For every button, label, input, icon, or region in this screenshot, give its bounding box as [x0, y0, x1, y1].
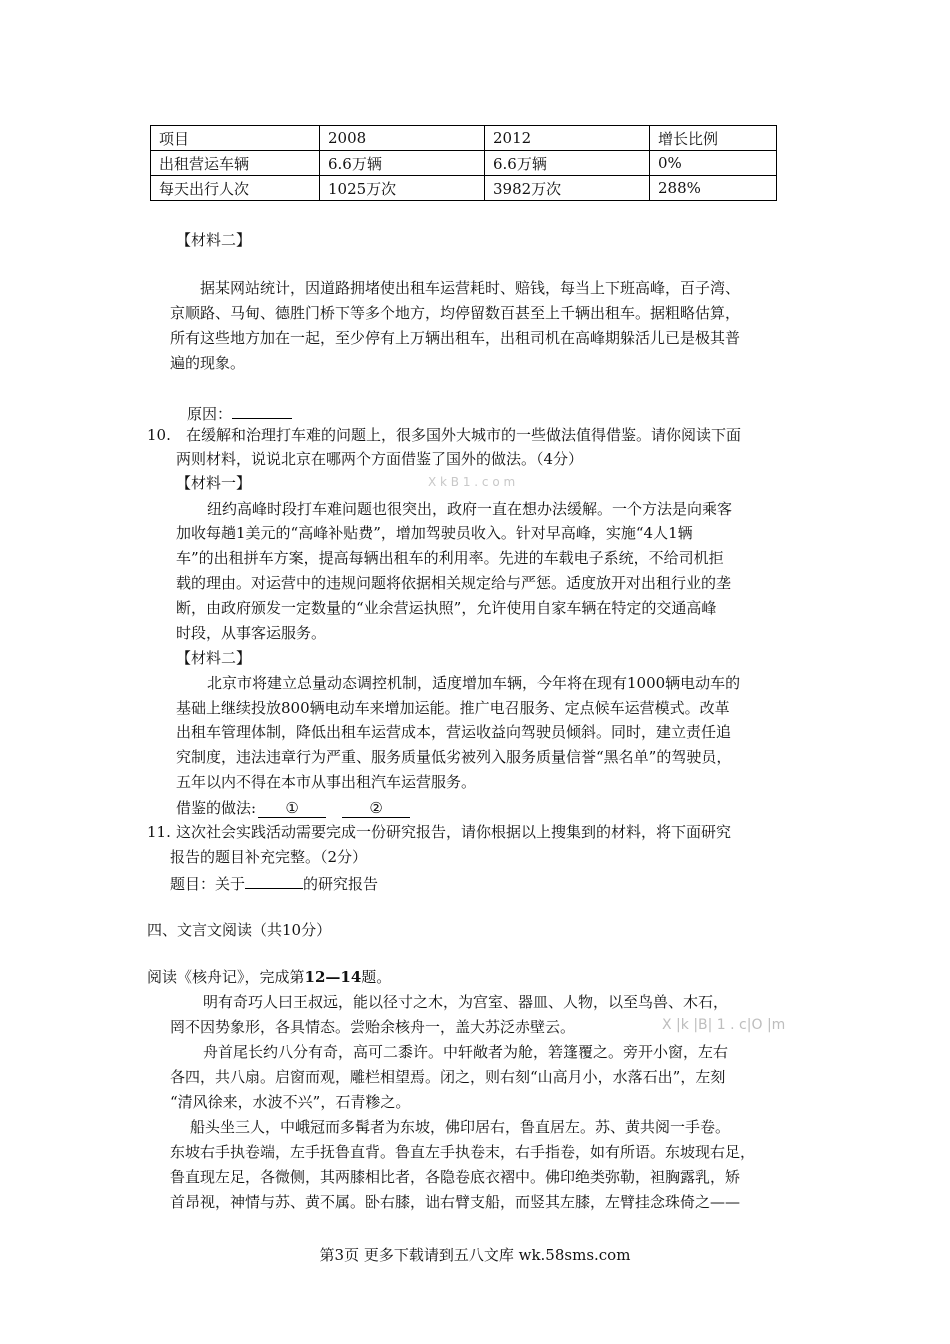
table-row: [151, 176, 777, 201]
material-line: 时段，从事客运服务。: [176, 624, 327, 642]
table-header-cell: 2012: [485, 126, 650, 151]
table-cell: 1025万次: [320, 176, 485, 201]
material-line: 断，由政府颁发一定数量的“业余营运执照”，允许使用自家车辆在特定的交通高峰: [176, 599, 717, 617]
instruction-range: 12—14: [304, 968, 362, 986]
classical-line: 各四，共八扇。启窗而观，雕栏相望焉。闭之，则右刻“山高月小，水落石出”，左刻: [170, 1068, 726, 1086]
classical-line: 鲁直现左足，各微侧，其两膝相比者，各隐卷底衣褶中。佛印绝类弥勒，袒胸露乳，矫: [170, 1168, 741, 1186]
question-line: 这次社会实践活动需要完成一份研究报告，请你根据以上搜集到的材料，将下面研究: [176, 823, 732, 841]
report-title-line: [170, 870, 378, 897]
title-prefix: 题目：关于: [170, 875, 246, 893]
question-number: 10.: [147, 426, 171, 444]
reading-instruction: [147, 965, 391, 990]
table-cell: 每天出行人次: [151, 176, 320, 201]
answer-label: 原因：: [187, 405, 233, 423]
watermark: X |k |B| 1 . c|O |m: [662, 1017, 786, 1033]
title-blank[interactable]: [245, 870, 303, 889]
instruction-text: 题。: [361, 968, 392, 986]
material-line: 车”的出租拼车方案，提高每辆出租车的利用率。先进的车载电子系统，不给司机拒: [176, 549, 724, 567]
classical-line: 东坡右手执卷端，左手抚鲁直背。鲁直左手执卷末，右手指卷，如有所语。东坡现右足，: [170, 1143, 756, 1161]
material-line: 基础上继续投放800辆电动车来增加运能。推广电召服务、定点候车运营模式。改革: [176, 699, 730, 717]
material-line: 所有这些地方加在一起，至少停有上万辆出租车，出租司机在高峰期躲活儿已是极其普: [170, 329, 741, 347]
statistics-table: [150, 125, 777, 201]
classical-line: 明有奇巧人曰王叔远，能以径寸之木，为宫室、器皿、人物，以至鸟兽、木石，: [203, 993, 729, 1011]
answer-label: 借鉴的做法:: [176, 799, 257, 817]
page-footer: 第3页 更多下载请到五八文库 wk.58sms.com: [319, 1246, 631, 1264]
table-header-cell: 项目: [151, 126, 320, 151]
material-line: 京顺路、马甸、德胜门桥下等多个地方，均停留数百甚至上千辆出租车。据粗略估算，: [170, 304, 741, 322]
material-heading: 【材料二】: [176, 231, 252, 249]
table-row: [151, 151, 777, 176]
table-header-cell: 增长比例: [650, 126, 777, 151]
classical-line: 船头坐三人，中峨冠而多髯者为东坡，佛印居右，鲁直居左。苏、黄共阅一手卷。: [190, 1118, 731, 1136]
material-line: 五年以内不得在本市从事出租汽车运营服务。: [176, 773, 477, 791]
table-cell: 6.6万辆: [320, 151, 485, 176]
material-line: 北京市将建立总量动态调控机制，适度增加车辆，今年将在现有1000辆电动车的: [207, 674, 741, 692]
answer-blank-1[interactable]: ①: [258, 799, 326, 818]
answer-blank[interactable]: [232, 400, 292, 419]
material-line: 据某网站统计，因道路拥堵使出租车运营耗时、赔钱，每当上下班高峰，百子湾、: [200, 279, 741, 297]
table-cell: 0%: [650, 151, 777, 176]
material-line: 载的理由。对运营中的违规问题将依据相关规定给与严惩。适度放开对出租行业的垄: [176, 574, 732, 592]
answer-blank-2[interactable]: ②: [342, 799, 410, 818]
material-line: 究制度，违法违章行为严重、服务质量低劣被列入服务质量信誉“黑名单”的驾驶员，: [176, 748, 732, 766]
table-header-cell: 2008: [320, 126, 485, 151]
material-line: 加收每趟1美元的“高峰补贴费”，增加驾驶员收入。针对早高峰，实施“4人1辆: [176, 524, 693, 542]
watermark: X k B 1 . c o m: [428, 475, 516, 489]
material-line: 遍的现象。: [170, 354, 246, 372]
question-number: 11.: [147, 823, 171, 841]
material-line: 纽约高峰时段打车难问题也很突出，政府一直在想办法缓解。一个方法是向乘客: [207, 500, 733, 518]
answer-line: [176, 796, 410, 821]
title-suffix: 的研究报告: [303, 875, 379, 893]
table-cell: 出租营运车辆: [151, 151, 320, 176]
instruction-text: 阅读《核舟记》，完成第: [147, 968, 305, 986]
table-cell: 3982万次: [485, 176, 650, 201]
material-heading: 【材料二】: [176, 649, 252, 667]
table-header-row: [151, 126, 777, 151]
section-heading: 四、文言文阅读（共10分）: [147, 921, 332, 939]
table-cell: 288%: [650, 176, 777, 201]
classical-line: 舟首尾长约八分有奇，高可二黍许。中轩敞者为舱，箬篷覆之。旁开小窗，左右: [203, 1043, 729, 1061]
material-line: 出租车管理体制，降低出租车运营成本，营运收益向驾驶员倾斜。同时，建立责任追: [176, 723, 732, 741]
question-line: 在缓解和治理打车难的问题上，很多国外大城市的一些做法值得借鉴。请你阅读下面: [186, 426, 742, 444]
classical-line: 首昂视，神情与苏、黄不属。卧右膝，诎右臂支船，而竖其左膝，左臂挂念珠倚之——: [170, 1193, 741, 1211]
classical-line: “清风徐来，水波不兴”，石青糁之。: [170, 1093, 411, 1111]
classical-line: 罔不因势象形，各具情态。尝贻余核舟一，盖大苏泛赤壁云。: [170, 1018, 576, 1036]
question-line: 报告的题目补充完整。（2分）: [170, 848, 368, 866]
table-cell: 6.6万辆: [485, 151, 650, 176]
question-line: 两则材料，说说北京在哪两个方面借鉴了国外的做法。（4分）: [176, 450, 584, 468]
material-heading: 【材料一】: [176, 474, 252, 492]
